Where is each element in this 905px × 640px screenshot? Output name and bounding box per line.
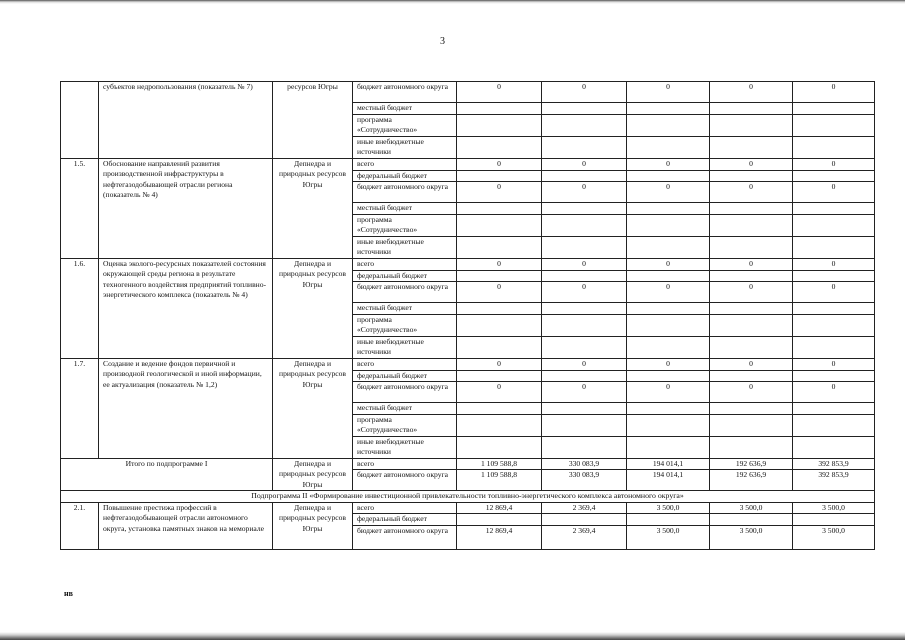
funding-source: всего (353, 358, 457, 370)
amount-cell (457, 403, 542, 415)
amount-cell (710, 436, 793, 458)
amount-cell (710, 203, 793, 215)
amount-cell: 0 (457, 382, 542, 403)
amount-cell (793, 303, 875, 315)
amount-cell (542, 403, 627, 415)
row-index: 1.5. (61, 158, 99, 258)
amount-cell (457, 414, 542, 436)
amount-cell: 0 (627, 258, 710, 270)
amount-cell (710, 336, 793, 358)
footer-mark: нв (64, 589, 73, 598)
amount-cell (710, 103, 793, 115)
funding-source: всего (353, 502, 457, 514)
amount-cell: 330 083,9 (542, 458, 627, 470)
funding-source: программа «Сотрудничество» (353, 214, 457, 236)
amount-cell (542, 136, 627, 158)
amount-cell (627, 303, 710, 315)
amount-cell: 194 014,1 (627, 470, 710, 491)
funding-source: местный бюджет (353, 303, 457, 315)
amount-cell (710, 414, 793, 436)
amount-cell (627, 203, 710, 215)
amount-cell: 0 (542, 82, 627, 103)
amount-cell: 0 (542, 182, 627, 203)
amount-cell (542, 214, 627, 236)
amount-cell: 0 (627, 358, 710, 370)
amount-cell (627, 103, 710, 115)
responsible-executor: Депнедра и природных ресурсов Югры (273, 502, 353, 549)
table-row (61, 82, 875, 103)
amount-cell (710, 370, 793, 382)
amount-cell (627, 314, 710, 336)
funding-source: программа «Сотрудничество» (353, 114, 457, 136)
responsible-executor: ресурсов Югры (273, 82, 353, 159)
activity-name: Оценка эколого-ресурсных показателей состояния окружающей среды региона в результате техногенного воздействия предприятий топливно-энергетического комплекса (показатель № 4) (99, 258, 273, 358)
amount-cell (793, 270, 875, 282)
amount-cell (710, 170, 793, 182)
amount-cell (457, 170, 542, 182)
amount-cell: 0 (793, 382, 875, 403)
amount-cell (627, 214, 710, 236)
table-row (61, 158, 875, 170)
amount-cell: 0 (793, 158, 875, 170)
amount-cell (457, 303, 542, 315)
amount-cell: 0 (710, 258, 793, 270)
funding-source: всего (353, 258, 457, 270)
amount-cell: 0 (710, 382, 793, 403)
amount-cell (542, 103, 627, 115)
funding-source: местный бюджет (353, 203, 457, 215)
table-row (61, 502, 875, 514)
amount-cell: 0 (457, 258, 542, 270)
subprogram-heading: Подпрограмма II «Формирование инвестиционной привлекательности топливно-энергетического комплекса автономного округа» (61, 491, 875, 503)
amount-cell (627, 414, 710, 436)
amount-cell: 12 869,4 (457, 525, 542, 549)
activity-name: Создание и ведение фондов первичной и производной геологической и иной информации, ее актуализация (показатель № 1,2) (99, 358, 273, 458)
amount-cell (793, 203, 875, 215)
amount-cell (793, 170, 875, 182)
amount-cell: 0 (542, 358, 627, 370)
amount-cell: 392 853,9 (793, 458, 875, 470)
amount-cell: 0 (542, 158, 627, 170)
subprogram-total-label: Итого по подпрограмме I (61, 458, 273, 491)
subprogram-heading-row (61, 491, 875, 503)
funding-source: бюджет автономного округа (353, 282, 457, 303)
amount-cell: 3 500,0 (793, 502, 875, 514)
activity-name: Обоснование направлений развития производственной инфраструктуры в нефтегазодобывающей отрасли региона (показатель № 4) (99, 158, 273, 258)
amount-cell (793, 436, 875, 458)
funding-source: бюджет автономного округа (353, 525, 457, 549)
scan-edge-bottom (0, 632, 905, 640)
amount-cell: 0 (793, 82, 875, 103)
amount-cell (457, 436, 542, 458)
amount-cell (793, 414, 875, 436)
amount-cell: 1 109 588,8 (457, 470, 542, 491)
amount-cell (710, 114, 793, 136)
funding-source: бюджет автономного округа (353, 82, 457, 103)
amount-cell: 0 (457, 158, 542, 170)
amount-cell: 0 (710, 82, 793, 103)
amount-cell: 3 500,0 (793, 525, 875, 549)
amount-cell (542, 436, 627, 458)
amount-cell: 2 369,4 (542, 525, 627, 549)
amount-cell: 0 (793, 182, 875, 203)
amount-cell (793, 114, 875, 136)
amount-cell: 0 (627, 158, 710, 170)
funding-source: федеральный бюджет (353, 370, 457, 382)
amount-cell (710, 236, 793, 258)
amount-cell (627, 236, 710, 258)
row-index: 1.7. (61, 358, 99, 458)
table-row (61, 258, 875, 270)
amount-cell: 0 (542, 282, 627, 303)
amount-cell (710, 314, 793, 336)
amount-cell: 0 (710, 182, 793, 203)
amount-cell: 0 (627, 182, 710, 203)
responsible-executor: Депнедра и природных ресурсов Югры (273, 158, 353, 258)
amount-cell (457, 236, 542, 258)
amount-cell: 0 (793, 282, 875, 303)
amount-cell: 0 (710, 358, 793, 370)
responsible-executor: Депнедра и природных ресурсов Югры (273, 358, 353, 458)
amount-cell: 192 636,9 (710, 470, 793, 491)
amount-cell: 0 (627, 82, 710, 103)
funding-source: всего (353, 458, 457, 470)
amount-cell (710, 214, 793, 236)
amount-cell: 0 (793, 358, 875, 370)
activity-name: субъектов недропользования (показатель № 7) (99, 82, 273, 159)
amount-cell (457, 270, 542, 282)
amount-cell (710, 270, 793, 282)
amount-cell (793, 403, 875, 415)
amount-cell (542, 270, 627, 282)
amount-cell: 0 (542, 382, 627, 403)
amount-cell (793, 336, 875, 358)
funding-source: всего (353, 158, 457, 170)
amount-cell: 330 083,9 (542, 470, 627, 491)
row-index: 1.6. (61, 258, 99, 358)
table-row (61, 358, 875, 370)
amount-cell (457, 203, 542, 215)
amount-cell (793, 236, 875, 258)
amount-cell: 3 500,0 (710, 525, 793, 549)
funding-source: программа «Сотрудничество» (353, 414, 457, 436)
amount-cell: 3 500,0 (627, 525, 710, 549)
amount-cell: 392 853,9 (793, 470, 875, 491)
responsible-executor: Депнедра и природных ресурсов Югры (273, 258, 353, 358)
amount-cell (457, 314, 542, 336)
funding-source: программа «Сотрудничество» (353, 314, 457, 336)
amount-cell: 12 869,4 (457, 502, 542, 514)
funding-source: федеральный бюджет (353, 170, 457, 182)
amount-cell (542, 170, 627, 182)
scan-edge-top (0, 0, 905, 4)
amount-cell (627, 514, 710, 526)
amount-cell (627, 336, 710, 358)
amount-cell (793, 136, 875, 158)
amount-cell (457, 103, 542, 115)
amount-cell: 0 (457, 358, 542, 370)
amount-cell: 194 014,1 (627, 458, 710, 470)
funding-source: иные внебюджетные источники (353, 336, 457, 358)
amount-cell (627, 403, 710, 415)
amount-cell (542, 236, 627, 258)
amount-cell (793, 103, 875, 115)
amount-cell (627, 370, 710, 382)
funding-source: федеральный бюджет (353, 270, 457, 282)
amount-cell (542, 370, 627, 382)
row-index (61, 82, 99, 159)
amount-cell (627, 270, 710, 282)
amount-cell: 0 (457, 82, 542, 103)
amount-cell: 0 (627, 282, 710, 303)
budget-table (60, 81, 875, 550)
amount-cell (793, 214, 875, 236)
amount-cell (542, 203, 627, 215)
table-row (61, 458, 875, 470)
funding-source: иные внебюджетные источники (353, 236, 457, 258)
amount-cell: 0 (457, 282, 542, 303)
amount-cell: 3 500,0 (710, 502, 793, 514)
amount-cell (627, 136, 710, 158)
amount-cell (457, 114, 542, 136)
amount-cell (542, 314, 627, 336)
amount-cell (542, 336, 627, 358)
amount-cell: 3 500,0 (627, 502, 710, 514)
amount-cell: 0 (710, 282, 793, 303)
amount-cell (542, 303, 627, 315)
amount-cell (627, 436, 710, 458)
responsible-executor: Депнедра и природных ресурсов Югры (273, 458, 353, 491)
funding-source: бюджет автономного округа (353, 382, 457, 403)
amount-cell (542, 514, 627, 526)
amount-cell (710, 403, 793, 415)
amount-cell (457, 336, 542, 358)
funding-source: местный бюджет (353, 103, 457, 115)
amount-cell (627, 170, 710, 182)
amount-cell (793, 314, 875, 336)
amount-cell (542, 114, 627, 136)
amount-cell (457, 136, 542, 158)
amount-cell: 0 (710, 158, 793, 170)
amount-cell: 0 (457, 182, 542, 203)
row-index: 2.1. (61, 502, 99, 549)
amount-cell (457, 370, 542, 382)
amount-cell (710, 136, 793, 158)
funding-source: федеральный бюджет (353, 514, 457, 526)
amount-cell: 0 (627, 382, 710, 403)
amount-cell: 192 636,9 (710, 458, 793, 470)
funding-source: бюджет автономного округа (353, 470, 457, 491)
amount-cell (627, 114, 710, 136)
amount-cell: 2 369,4 (542, 502, 627, 514)
amount-cell (710, 514, 793, 526)
funding-source: иные внебюджетные источники (353, 136, 457, 158)
amount-cell (542, 414, 627, 436)
amount-cell (457, 214, 542, 236)
funding-source: местный бюджет (353, 403, 457, 415)
funding-source: бюджет автономного округа (353, 182, 457, 203)
amount-cell (793, 370, 875, 382)
amount-cell (710, 303, 793, 315)
funding-source: иные внебюджетные источники (353, 436, 457, 458)
amount-cell: 1 109 588,8 (457, 458, 542, 470)
amount-cell (457, 514, 542, 526)
amount-cell: 0 (793, 258, 875, 270)
amount-cell (793, 514, 875, 526)
page-number: 3 (440, 36, 445, 47)
activity-name: Повышение престижа профессий в нефтегазодобывающей отрасли автономного округа, установка памятных знаков на мемориале (99, 502, 273, 549)
amount-cell: 0 (542, 258, 627, 270)
